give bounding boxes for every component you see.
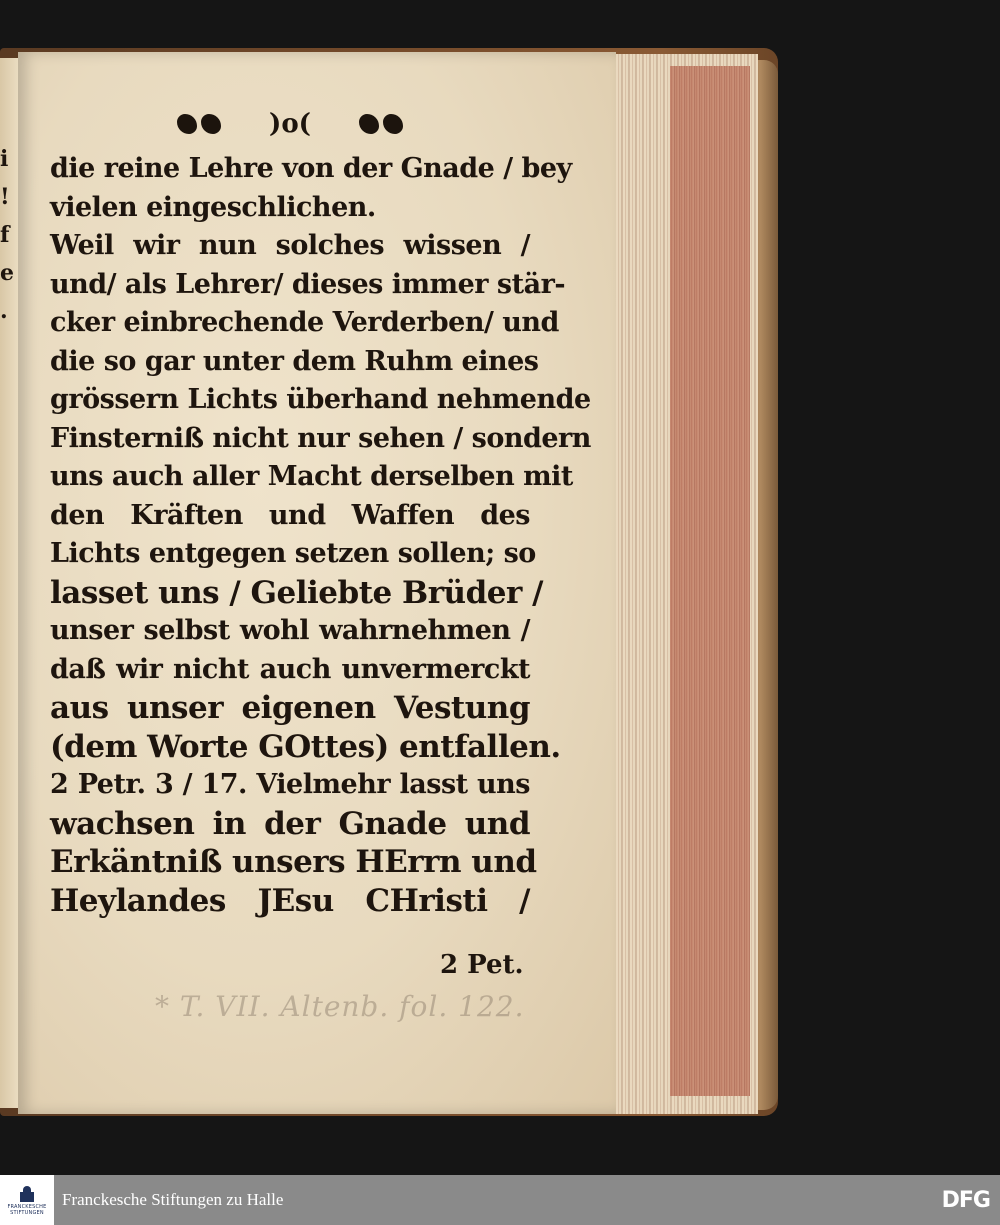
text-line: den Kräften und Waffen des [50,499,530,531]
text-line: (dem Worte GOttes) entfallen. [50,728,561,765]
institution-name[interactable]: Franckesche Stiftungen zu Halle [62,1190,284,1209]
dfg-logo[interactable]: DFG [941,1187,990,1213]
text-line: Heylandes JEsu CHristi / [50,882,530,919]
footer-bar [0,1175,1000,1225]
ornament-left-icon [175,111,223,137]
text-line: vielen eingeschlichen. [50,191,376,223]
header-ornament [175,104,405,144]
text-line: 2 Petr. 3 / 17. Vielmehr lasst uns [50,769,530,800]
ornament-right-icon [357,111,405,137]
text-line: Erkäntniß unsers HErrn und [50,844,537,880]
text-line: und/ als Lehrer/ dieses immer stär- [50,268,566,300]
text-line: grössern Lichts überhand nehmende [50,384,591,415]
text-line: unser selbst wohl wahrnehmen / [50,615,530,646]
catchword: 2 Pet. [440,950,524,980]
edge-mark: . [0,298,8,324]
bleed-through-text: * T. VII. Altenb. fol. 122. [155,990,525,1023]
text-line: Lichts entgegen setzen sollen; so [50,538,536,569]
edge-mark: e [0,260,14,286]
text-line: wachsen in der Gnade und [50,805,530,842]
red-page-edges [670,66,750,1096]
previous-page-marks [0,140,14,330]
text-line: uns auch aller Macht derselben mit [50,461,573,492]
page-text [50,150,591,920]
text-line: Weil wir nun solches wissen / [50,230,530,261]
text-line: die so gar unter dem Ruhm eines [50,345,539,377]
text-line: lasset uns / Geliebte Brüder / [50,574,543,611]
edge-mark: i [0,146,9,172]
text-line: aus unser eigenen Vestung [50,690,530,726]
building-icon [17,1184,37,1204]
institution-logo[interactable] [0,1175,54,1225]
logo-text: FRANCKESCHE STIFTUNGEN [7,1204,47,1216]
text-line: Finsterniß nicht nur sehen / sondern [50,422,591,454]
edge-mark: f [0,222,10,248]
text-line: die reine Lehre von der Gnade / bey [50,153,572,184]
text-line: daß wir nicht auch unvermerckt [50,653,530,685]
edge-mark: ! [0,184,10,210]
ornament-center: )o( [269,109,311,139]
text-line: cker einbrechende Verderben/ und [50,307,559,338]
